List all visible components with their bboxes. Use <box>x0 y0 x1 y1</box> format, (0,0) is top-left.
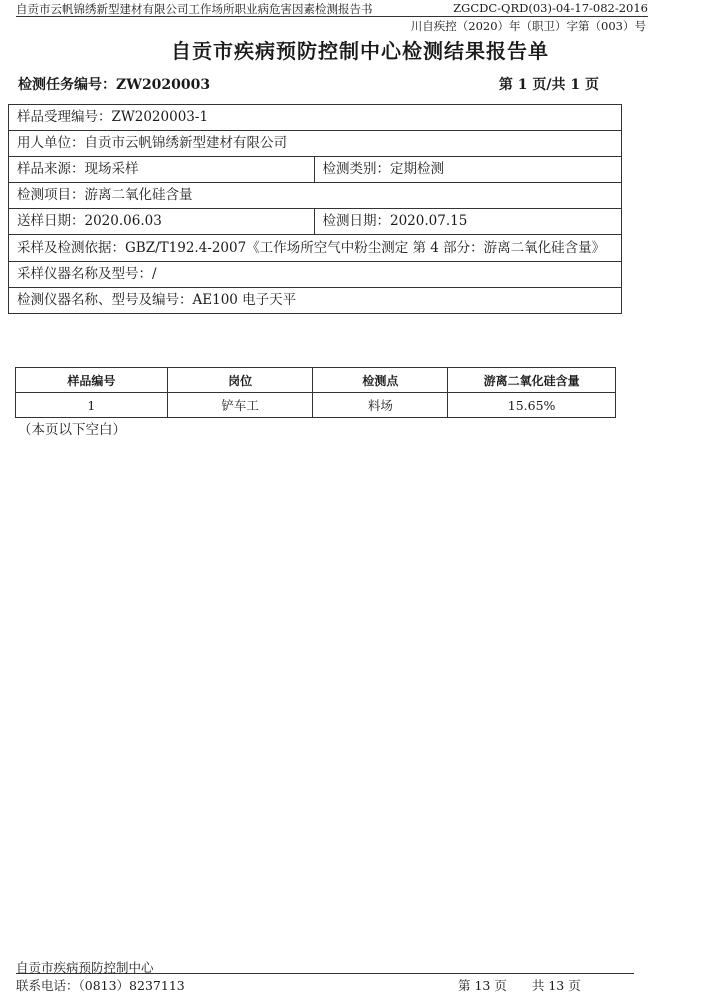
sample-source: 样品来源：现场采样 <box>9 157 315 183</box>
task-number: 检测任务编号：ZW2020003 <box>18 77 211 93</box>
sample-accept-no: 样品受理编号：ZW2020003-1 <box>9 105 622 131</box>
footer-phone: 联系电话：（0813）8237113 <box>16 978 185 993</box>
header-form-code: ZGCDC-QRD(03)-04-17-082-2016 <box>453 1 648 15</box>
test-type: 检测类别：定期检测 <box>314 157 622 183</box>
table-row <box>9 105 622 131</box>
column-header: 检测点 <box>313 368 448 393</box>
table-row <box>16 393 616 418</box>
page-info: 第 1 页/共 1 页 <box>498 77 599 93</box>
column-header: 游离二氧化硅含量 <box>448 368 616 393</box>
header-divider <box>16 16 648 17</box>
table-row <box>9 157 622 183</box>
test-date: 检测日期：2020.07.15 <box>314 209 622 235</box>
sampling-instrument: 采样仪器名称及型号：/ <box>9 262 622 288</box>
table-row <box>9 209 622 235</box>
test-item: 检测项目：游离二氧化硅含量 <box>9 183 622 209</box>
column-header: 样品编号 <box>16 368 168 393</box>
sample-id-cell: 1 <box>16 393 168 418</box>
table-row <box>9 235 622 262</box>
sample-info-table <box>8 104 622 314</box>
position-cell: 铲车工 <box>167 393 313 418</box>
footer-organization: 自贡市疾病预防控制中心 <box>16 960 154 975</box>
column-header: 岗位 <box>167 368 313 393</box>
footer-divider <box>16 973 634 974</box>
page-title: 自贡市疾病预防控制中心检测结果报告单 <box>171 39 549 63</box>
table-row <box>9 183 622 209</box>
table-row <box>9 288 622 314</box>
table-row <box>9 262 622 288</box>
send-date: 送样日期：2020.06.03 <box>9 209 315 235</box>
footer-page-number: 第 13 页 共 13 页 <box>458 978 581 993</box>
test-basis: 采样及检测依据：GBZ/T192.4-2007《工作场所空气中粉尘测定 第 4 部分：游离二氧化硅含量》 <box>9 235 622 262</box>
table-header-row <box>16 368 616 393</box>
document-number: 川自疾控（2020）年（职卫）字第（003）号 <box>410 19 646 33</box>
silica-content-cell: 15.65% <box>448 393 616 418</box>
employer: 用人单位：自贡市云帆锦绣新型建材有限公司 <box>9 131 622 157</box>
test-instrument: 检测仪器名称、型号及编号：AE100 电子天平 <box>9 288 622 314</box>
table-row <box>9 131 622 157</box>
blank-below-note: （本页以下空白） <box>18 422 126 438</box>
header-report-title: 自贡市云帆锦绣新型建材有限公司工作场所职业病危害因素检测报告书 <box>16 2 373 16</box>
results-table <box>15 367 616 418</box>
test-point-cell: 料场 <box>313 393 448 418</box>
